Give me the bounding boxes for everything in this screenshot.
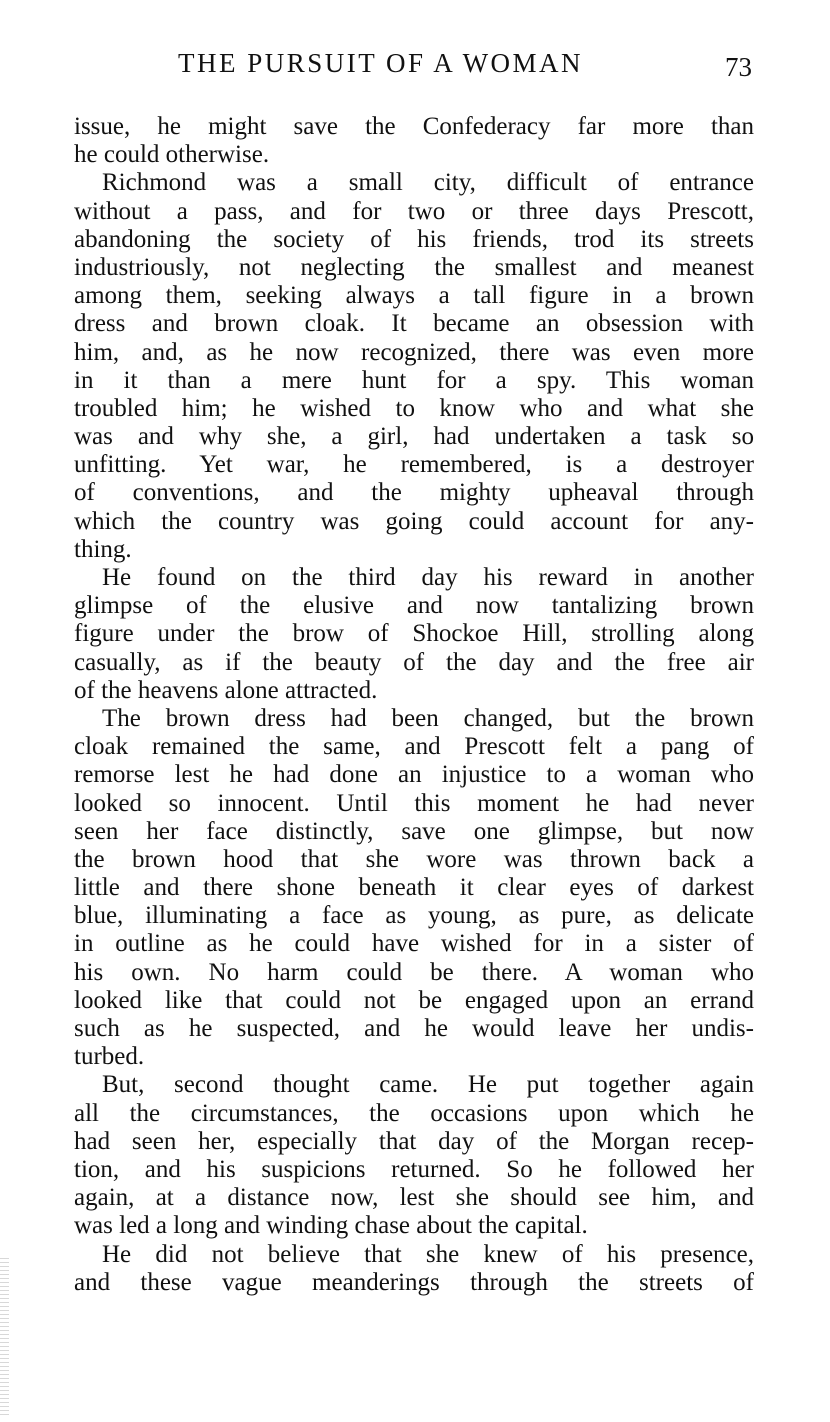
text-line: But, second thought came. He put together again xyxy=(102,1071,754,1099)
text-line: casually, as if the beauty of the day and the free air xyxy=(74,648,754,676)
text-line: had seen her, especially that day of the Morgan recep- xyxy=(74,1127,754,1155)
text-line: remorse lest he had done an injustice to a woman who xyxy=(74,761,754,789)
text-line: He found on the third day his reward in another xyxy=(102,564,754,591)
text-line: dress and brown cloak. It became an obsession with xyxy=(74,310,754,338)
text-line: again, at a distance now, lest she should see him, and xyxy=(74,1184,754,1212)
page-number: 73 xyxy=(725,52,752,82)
text-line: looked so innocent. Until this moment he had never xyxy=(74,789,754,817)
text-line: him, and, as he now recognized, there was even more xyxy=(74,338,754,366)
text-line: The brown dress had been changed, but the brown xyxy=(102,704,754,732)
text-line: he could otherwise. xyxy=(74,141,270,169)
text-line: his own. No harm could be there. A woman who xyxy=(74,958,754,986)
text-line: abandoning the society of his friends, trod its streets xyxy=(74,225,754,253)
text-line: blue, illuminating a face as young, as pure, as delicate xyxy=(74,902,754,930)
text-line: such as he suspected, and he would leave her undis- xyxy=(74,1015,754,1042)
text-line: issue, he might save the Confederacy far more than xyxy=(74,113,754,140)
text-line: was led a long and winding chase about the capital. xyxy=(74,1212,588,1240)
text-line: was and why she, a girl, had undertaken a task so xyxy=(74,423,754,451)
text-line: figure under the brow of Shockoe Hill, strolling along xyxy=(74,620,754,648)
text-line: in it than a mere hunt for a spy. This woman xyxy=(74,366,754,394)
text-line: without a pass, and for two or three days Prescott, xyxy=(74,197,754,225)
text-line: unfitting. Yet war, he remembered, is a destroyer xyxy=(74,451,754,479)
text-line: He did not believe that she knew of his presence, xyxy=(102,1240,754,1268)
text-line: Richmond was a small city, difficult of entrance xyxy=(102,169,754,197)
text-line: which the country was going could account for any- xyxy=(74,507,754,535)
text-line: of the heavens alone attracted. xyxy=(74,676,378,704)
text-line: of conventions, and the mighty upheaval through xyxy=(74,479,754,507)
text-line: tion, and his suspicions returned. So he followed her xyxy=(74,1155,754,1183)
text-line: among them, seeking always a tall figure in a brown xyxy=(74,282,754,310)
text-line: looked like that could not be engaged upon an errand xyxy=(74,986,754,1014)
text-line: industriously, not neglecting the smallest and meanest xyxy=(74,253,754,281)
scan-margin-speckle xyxy=(0,1258,9,1418)
text-line: the brown hood that she wore was thrown back a xyxy=(74,845,754,873)
body-text xyxy=(74,113,754,1297)
text-line: troubled him; he wished to know who and what she xyxy=(74,394,754,422)
text-line: in outline as he could have wished for in a sister of xyxy=(74,930,754,958)
text-line: turbed. xyxy=(74,1043,145,1071)
text-line: cloak remained the same, and Prescott felt a pang of xyxy=(74,733,754,761)
running-title: THE PURSUIT OF A WOMAN xyxy=(178,48,584,78)
text-line: seen her face distinctly, save one glimpse, but now xyxy=(74,817,754,845)
text-line: little and there shone beneath it clear eyes of darkest xyxy=(74,874,754,902)
page-header xyxy=(74,48,756,88)
text-line: all the circumstances, the occasions upon which he xyxy=(74,1099,754,1127)
text-line: glimpse of the elusive and now tantalizing brown xyxy=(74,592,754,620)
text-line: and these vague meanderings through the streets of xyxy=(74,1268,754,1296)
text-line: thing. xyxy=(74,535,132,563)
